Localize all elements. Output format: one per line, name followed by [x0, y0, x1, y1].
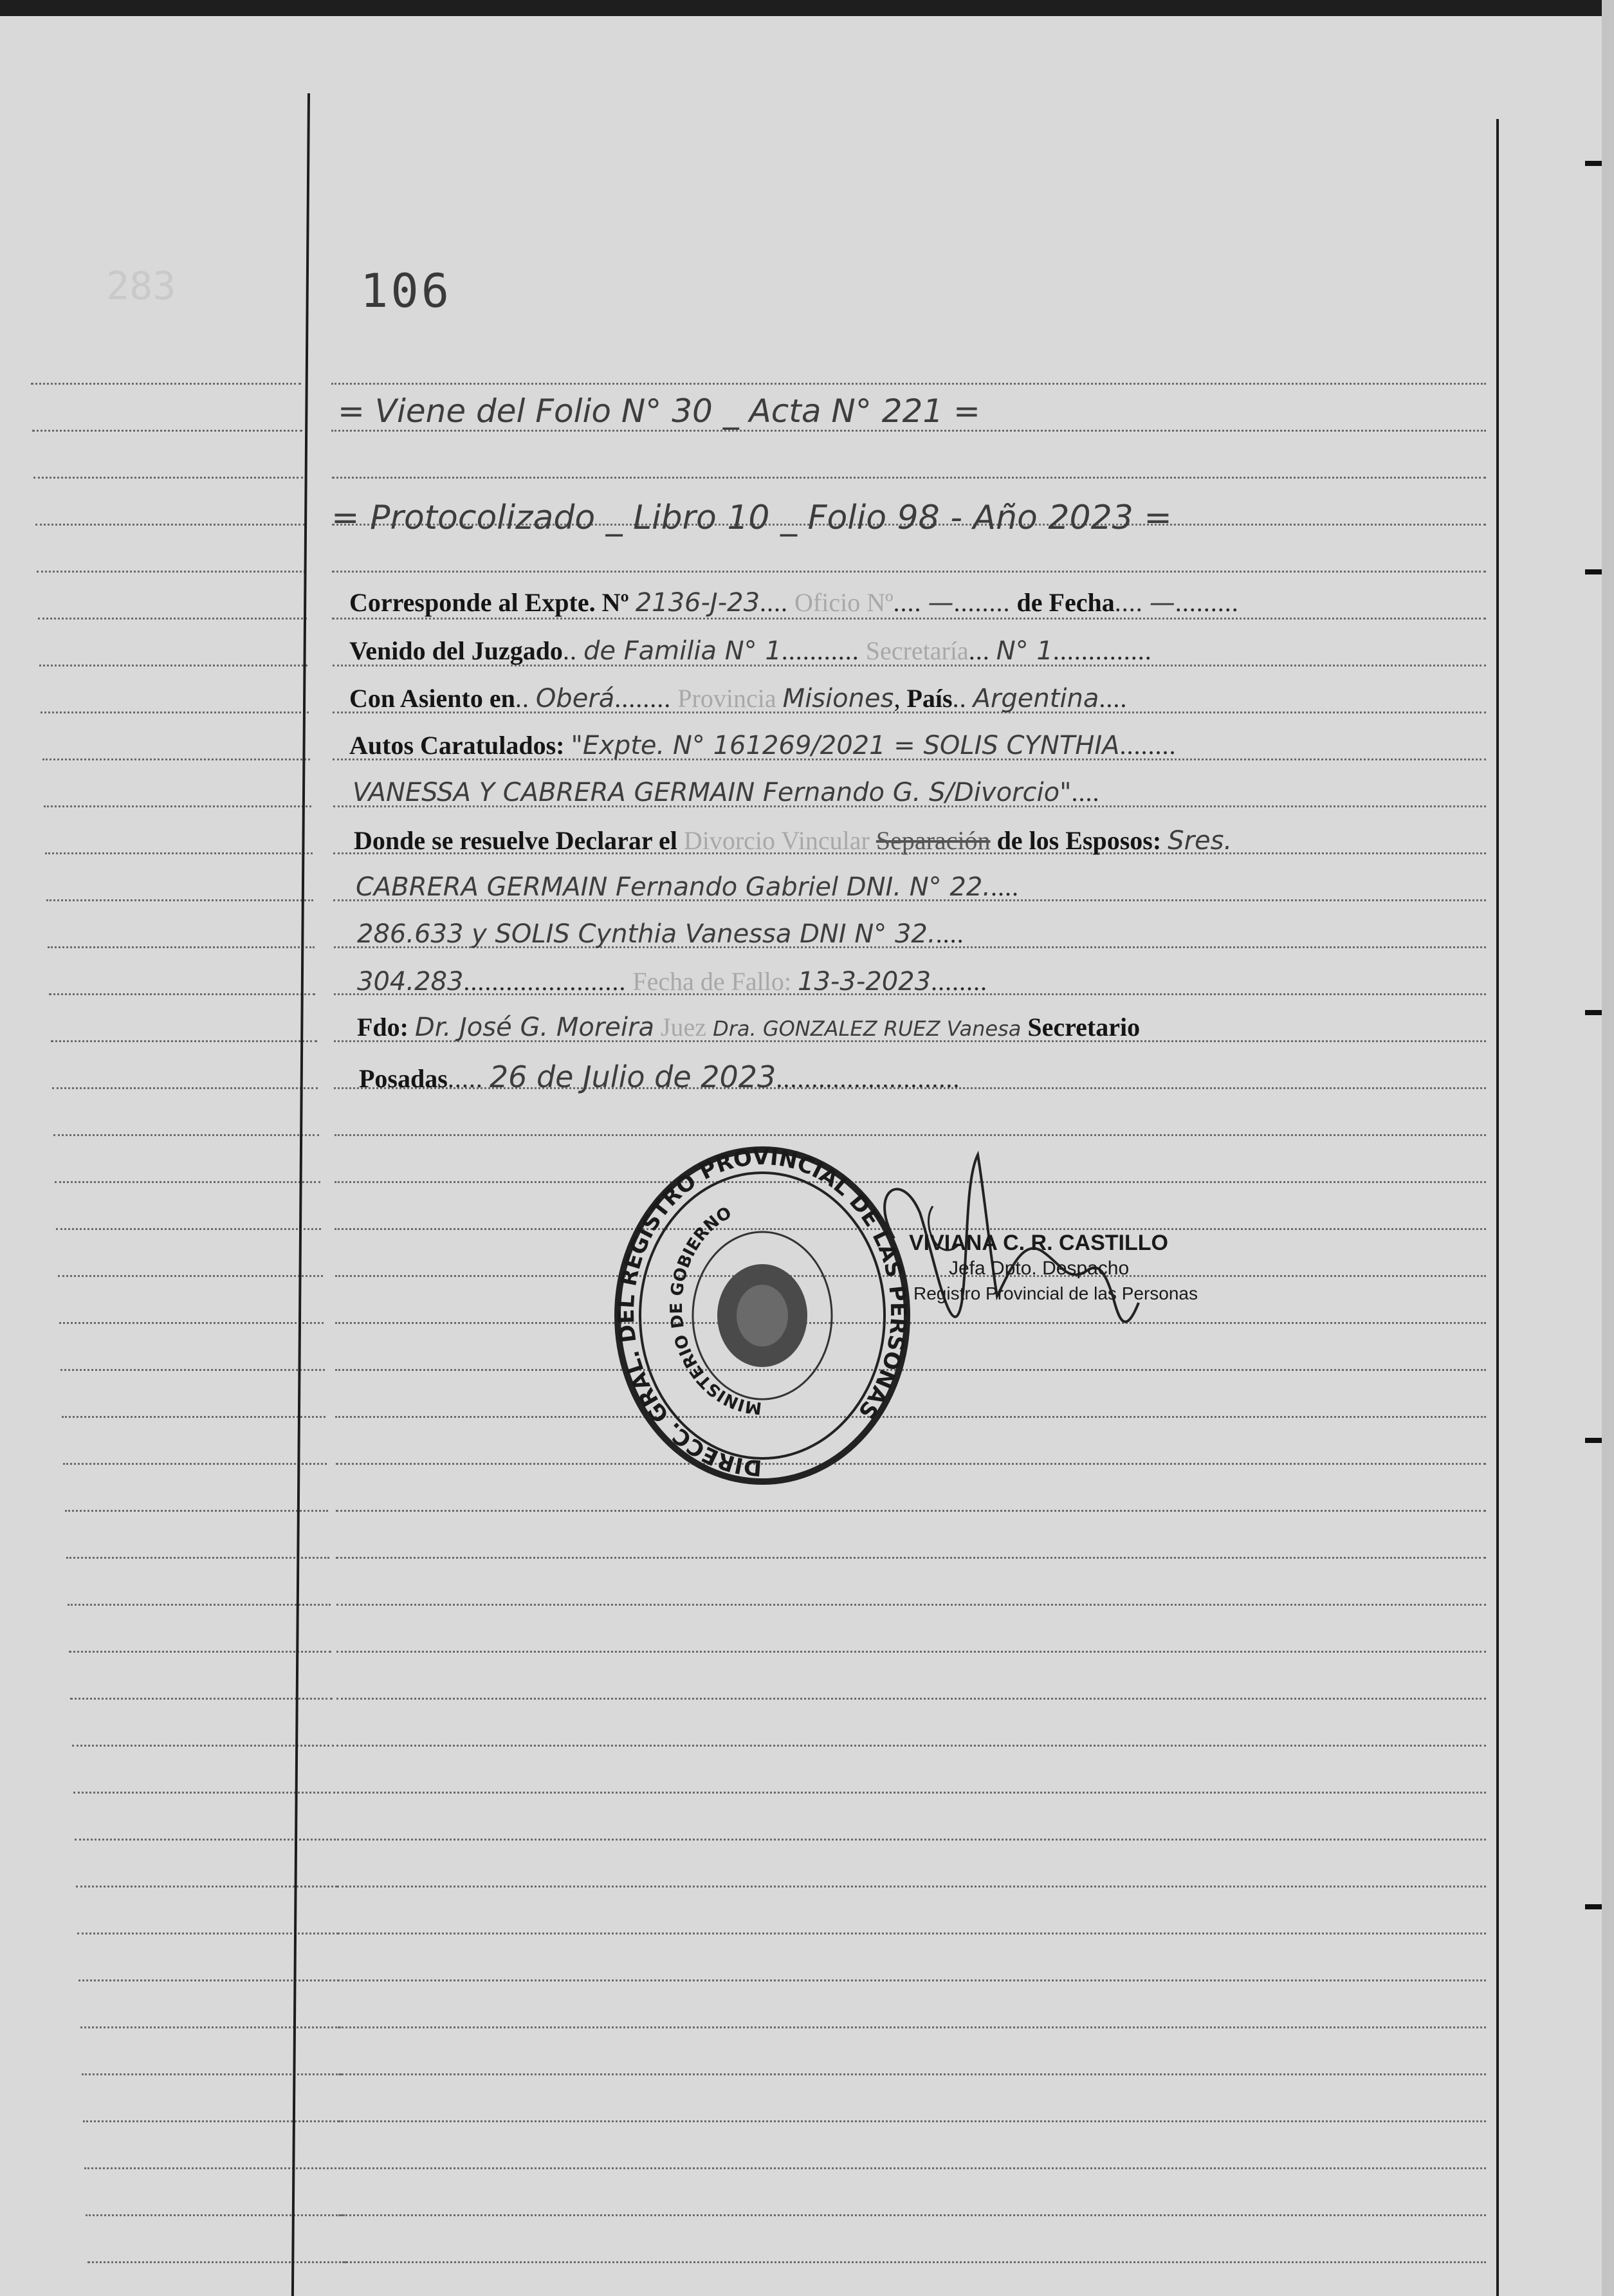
autos-label: Autos Caratulados:	[349, 731, 565, 760]
fallo-value: 13-3-2023	[798, 967, 931, 996]
resuelve-faint: Divorcio Vincular	[683, 826, 870, 855]
ruled-line	[338, 2073, 1486, 2075]
margin-rule	[291, 93, 310, 2296]
margin-line	[45, 852, 313, 854]
margin-line	[87, 2261, 346, 2263]
margin-line	[78, 1979, 339, 1981]
esposos-row-3: 304.283....................... Fecha de Fallo: 13-3-2023........	[357, 967, 988, 996]
margin-line	[49, 993, 315, 995]
seal-inner-text: MINISTERIO DE GOBIERNO	[666, 1203, 763, 1418]
posadas-label: Posadas	[359, 1064, 448, 1093]
margin-line	[35, 524, 305, 526]
esposos-prefix: Sres.	[1168, 826, 1233, 856]
ruled-line	[337, 1886, 1486, 1887]
margin-line	[41, 712, 309, 713]
margin-line	[86, 2214, 345, 2216]
secretaria-label: Secretaría	[865, 636, 969, 665]
secretario-label: Secretario	[1027, 1013, 1141, 1042]
ruled-line	[337, 1839, 1486, 1841]
margin-line	[44, 805, 311, 807]
ruled-line	[339, 2261, 1486, 2263]
asiento-value: Oberá	[535, 684, 615, 713]
juez-name: Dr. José G. Moreira	[415, 1013, 654, 1042]
margin-line	[46, 899, 313, 901]
margin-line	[77, 1933, 338, 1934]
page-edge	[1602, 0, 1614, 2296]
ruled-line	[338, 2026, 1486, 2028]
margin-line	[37, 571, 306, 573]
margin-line	[76, 1886, 337, 1887]
margin-line	[60, 1369, 325, 1371]
register-page	[0, 16, 1602, 2296]
oficio-label: Oficio Nº	[794, 588, 894, 617]
ruled-line	[335, 1134, 1486, 1136]
secretaria-value: N° 1	[996, 636, 1053, 666]
edge-notch	[1585, 1010, 1602, 1015]
ruled-line	[336, 1651, 1486, 1653]
margin-line	[32, 430, 302, 432]
margin-line	[62, 1416, 326, 1418]
margin-line	[66, 1557, 329, 1559]
margin-line	[56, 1228, 321, 1230]
ruled-line	[338, 2214, 1486, 2216]
margin-line	[33, 477, 303, 479]
margin-line	[72, 1745, 334, 1747]
expte-row: Corresponde al Expte. Nº 2136-J-23.... Oficio Nº.... —........ de Fecha.... —.........	[349, 588, 1239, 618]
expte-label: Corresponde al Expte. Nº	[349, 588, 629, 617]
margin-line	[58, 1275, 323, 1277]
esposos-line-2: 286.633 y SOLIS Cynthia Vanessa DNI N° 32.	[357, 919, 936, 949]
margin-line	[63, 1463, 327, 1465]
ruled-line	[332, 618, 1486, 620]
ruled-line	[331, 430, 1486, 432]
stamp-title: Jefa Dpto. Despacho	[949, 1258, 1130, 1279]
asiento-row: Con Asiento en.. Oberá........ Provincia Misiones, País.. Argentina....	[349, 684, 1128, 713]
edge-notch	[1585, 1438, 1602, 1443]
margin-line	[39, 665, 307, 666]
posadas-date: 26 de Julio de 2023	[489, 1060, 776, 1094]
esposos-row-2: 286.633 y SOLIS Cynthia Vanessa DNI N° 32.....	[357, 919, 964, 949]
ruled-line	[338, 1979, 1486, 1981]
margin-line	[80, 2026, 341, 2028]
ruled-line	[336, 1510, 1486, 1512]
margin-line	[82, 2073, 342, 2075]
ruled-line	[338, 2167, 1486, 2169]
margin-line	[59, 1322, 324, 1324]
fecha-label: de Fecha	[1016, 588, 1115, 617]
seal-outer-text: DIRECC. GRAL. DEL REGISTRO PROVINCIAL DE LAS PERSONAS	[613, 1145, 912, 1481]
binding-shadow	[0, 0, 1614, 16]
ruled-line	[332, 477, 1486, 479]
margin-line	[53, 1134, 319, 1136]
ruled-line	[336, 1604, 1486, 1606]
autos-line-1: "Expte. N° 161269/2021 = SOLIS CYNTHIA	[571, 731, 1120, 760]
secretario-name: Dra. GONZALEZ RUEZ Vanesa	[713, 1016, 1022, 1041]
pais-value: Argentina	[973, 684, 1099, 713]
margin-line	[38, 618, 307, 620]
margin-line	[51, 1040, 317, 1042]
ruled-line	[338, 1933, 1486, 1934]
ruled-line	[332, 571, 1486, 573]
ruled-line	[331, 383, 1486, 385]
margin-line	[42, 758, 310, 760]
provincia-value: Misiones	[782, 684, 894, 713]
autos-row-2: VANESSA Y CABRERA GERMAIN Fernando G. S/Divorcio"....	[353, 778, 1100, 807]
asiento-label: Con Asiento en	[349, 684, 515, 713]
juzgado-row: Venido del Juzgado.. de Familia N° 1........... Secretaría... N° 1..............	[349, 636, 1152, 666]
margin-line	[48, 946, 315, 948]
juez-label: Juez	[660, 1013, 707, 1042]
autos-line-2: VANESSA Y CABRERA GERMAIN Fernando G. S/Divorcio"	[353, 778, 1072, 807]
margin-line	[68, 1604, 331, 1606]
folio-number: 106	[360, 264, 452, 318]
ruled-line	[336, 1745, 1486, 1747]
margin-line	[55, 1181, 320, 1183]
margin-line	[70, 1698, 333, 1700]
edge-notch	[1585, 161, 1602, 166]
right-rule	[1496, 119, 1499, 2296]
margin-line	[65, 1510, 328, 1512]
ruled-line	[337, 1792, 1486, 1794]
resuelve-label: Donde se resuelve Declarar el	[354, 826, 677, 855]
resuelve-struck: Separación	[876, 826, 991, 855]
posadas-row: Posadas..... 26 de Julio de 2023..........................	[359, 1060, 960, 1094]
ruled-line	[336, 1698, 1486, 1700]
esposos-label: de los Esposos:	[996, 826, 1162, 855]
resuelve-row	[354, 825, 1232, 856]
esposos-line-3: 304.283	[357, 967, 464, 996]
edge-notch	[1585, 569, 1602, 574]
pais-label: País	[906, 684, 953, 713]
esposos-row-1: CABRERA GERMAIN Fernando Gabriel DNI. N° 22.....	[356, 872, 1019, 902]
oficio-value: —	[928, 588, 954, 618]
margin-line	[69, 1651, 331, 1653]
margin-line	[83, 2120, 343, 2122]
margin-line	[84, 2167, 344, 2169]
edge-notch	[1585, 1904, 1602, 1909]
margin-line	[31, 383, 301, 385]
ruled-line	[338, 2120, 1486, 2122]
juzgado-label: Venido del Juzgado	[349, 636, 563, 665]
margin-line	[52, 1087, 318, 1089]
firma-label: Fdo:	[357, 1013, 408, 1042]
autos-row-1: Autos Caratulados: "Expte. N° 161269/2021 = SOLIS CYNTHIA........	[349, 731, 1177, 760]
provincia-label: Provincia	[677, 684, 776, 713]
header-line-2: = Protocolizado _ Libro 10 _ Folio 98 - Año 2023 =	[331, 499, 1172, 537]
expte-value: 2136-J-23	[635, 588, 760, 618]
esposos-line-1: CABRERA GERMAIN Fernando Gabriel DNI. N° 22.	[356, 872, 991, 902]
stamp-name: VIVIANA C. R. CASTILLO	[909, 1231, 1168, 1255]
firma-row	[357, 1012, 1140, 1042]
fecha-value: —	[1149, 588, 1175, 618]
faded-page-mark: 283	[106, 264, 176, 309]
fallo-label: Fecha de Fallo:	[632, 967, 792, 996]
stamp-office: Registro Provincial de las Personas	[913, 1283, 1198, 1303]
ruled-line	[336, 1557, 1486, 1559]
header-line-1: = Viene del Folio N° 30 _ Acta N° 221 =	[338, 392, 980, 430]
juzgado-value: de Familia N° 1	[583, 636, 782, 666]
